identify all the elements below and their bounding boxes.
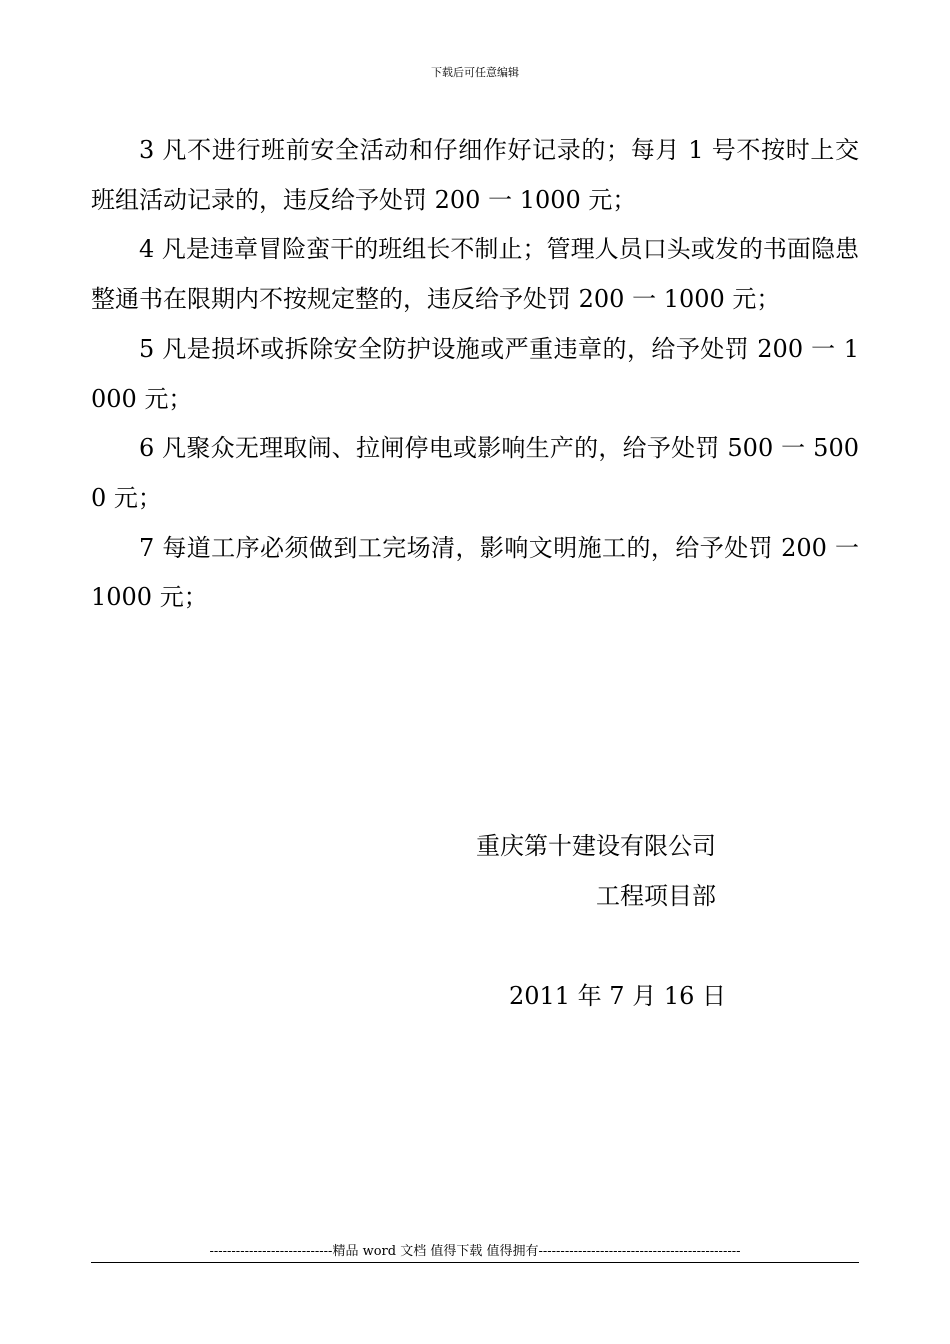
signature-date: 2011 年 7 月 16 日: [508, 982, 726, 1010]
footer-divider: [91, 1262, 859, 1263]
header-note: 下载后可任意编辑: [431, 66, 519, 79]
paragraph-item-4: 4 凡是违章冒险蛮干的班组长不制止；管理人员口头或发的书面隐患整通书在限期内不按规定整的，违反给予处罚 200 一 1000 元；: [91, 235, 859, 314]
paragraph-item-7: 7 每道工序必须做到工完场清，影响文明施工的，给予处罚 200 一 1000 元；: [91, 533, 859, 612]
signature-department: 工程项目部: [596, 882, 716, 910]
signature-company: 重庆第十建设有限公司: [476, 832, 716, 860]
paragraph-item-3: 3 凡不进行班前安全活动和仔细作好记录的；每月 1 号不按时上交班组活动记录的，违反给予处罚 200 一 1000 元；: [91, 136, 859, 214]
footer-note: ----------------------------精品 word 文档 值得下载 值得拥有----------------------------------------------: [209, 1244, 741, 1259]
document-body: [91, 126, 859, 623]
paragraph-item-6: 6 凡聚众无理取闹、拉闸停电或影响生产的，给予处罚 500 一 5000 元；: [91, 434, 859, 512]
paragraph-item-5: 5 凡是损坏或拆除安全防护设施或严重违章的，给予处罚 200 一 1000 元；: [91, 334, 859, 413]
